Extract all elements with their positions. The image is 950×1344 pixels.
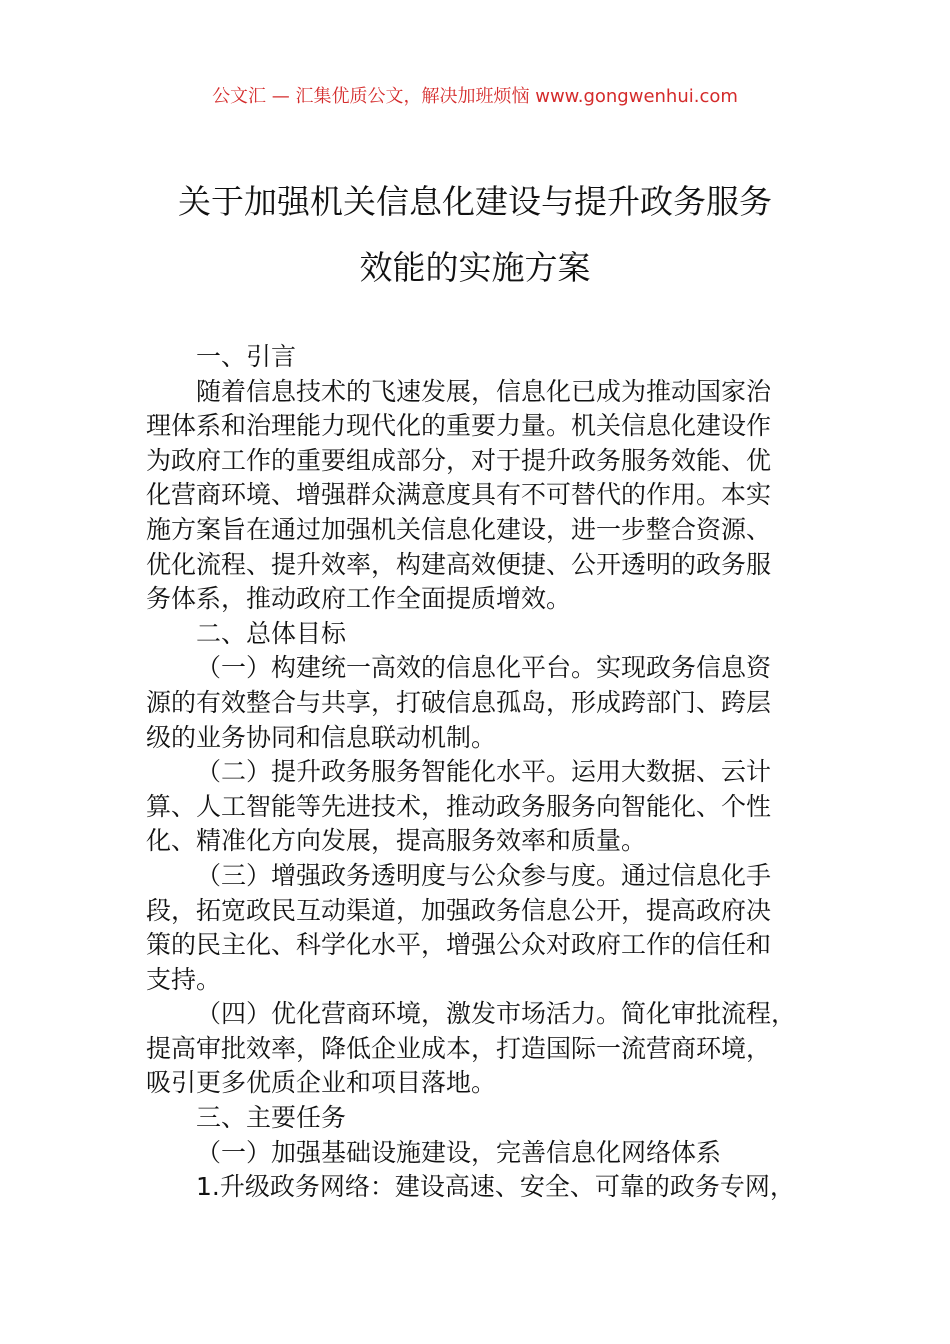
paragraph-line: 支持。 [146,964,222,994]
paragraph-line: 施方案旨在通过加强机关信息化建设，进一步整合资源、 [146,514,772,544]
section-heading-goals: 二、总体目标 [196,618,347,648]
paragraph-line: （一）构建统一高效的信息化平台。实现政务信息资 [196,653,772,683]
paragraph-line: （四）优化营商环境，激发市场活力。简化审批流程， [196,999,797,1029]
paragraph-line: 段，拓宽政民互动渠道，加强政务信息公开，提高政府决 [146,895,772,925]
paragraph-line: 1.升级政务网络：建设高速、安全、可靠的政务专网， [196,1172,795,1202]
section-heading-intro: 一、引言 [196,342,297,371]
paragraph-line: 级的业务协同和信息联动机制。 [146,722,497,752]
subsection-heading: （一）加强基础设施建设，完善信息化网络体系 [196,1137,722,1167]
section-heading-tasks: 三、主要任务 [196,1103,347,1133]
paragraph-line: 化、精准化方向发展，提高服务效率和质量。 [146,826,647,856]
paragraph-line: 理体系和治理能力现代化的重要力量。机关信息化建设作 [146,411,772,441]
paragraph-line: 算、人工智能等先进技术，推动政务服务向智能化、个性 [146,791,772,821]
paragraph-line: 为政府工作的重要组成部分，对于提升政务服务效能、优 [146,445,772,475]
paragraph-line: 提高审批效率，降低企业成本，打造国际一流营商环境， [146,1033,772,1063]
paragraph-line: （二）提升政务服务智能化水平。运用大数据、云计 [196,757,772,787]
paragraph-line: 优化流程、提升效率，构建高效便捷、公开透明的政务服 [146,549,772,579]
paragraph-line: 吸引更多优质企业和项目落地。 [146,1068,497,1098]
paragraph-line: 策的民主化、科学化水平，增强公众对政府工作的信任和 [146,930,772,960]
paragraph-line: （三）增强政务透明度与公众参与度。通过信息化手 [196,860,772,890]
document-body [146,340,816,1205]
header-banner: 公文汇 — 汇集优质公文，解决加班烦恼 www.gongwenhui.com [212,86,738,107]
paragraph-line: 源的有效整合与共享，打破信息孤岛，形成跨部门、跨层 [146,687,772,717]
paragraph-line: 随着信息技术的飞速发展，信息化已成为推动国家治 [196,376,772,406]
paragraph-line: 化营商环境、增强群众满意度具有不可替代的作用。本实 [146,480,772,510]
document-title-line-2: 效能的实施方案 [359,248,591,287]
paragraph-line: 务体系，推动政府工作全面提质增效。 [146,584,572,614]
document-title-line-1: 关于加强机关信息化建设与提升政务服务 [178,182,772,221]
